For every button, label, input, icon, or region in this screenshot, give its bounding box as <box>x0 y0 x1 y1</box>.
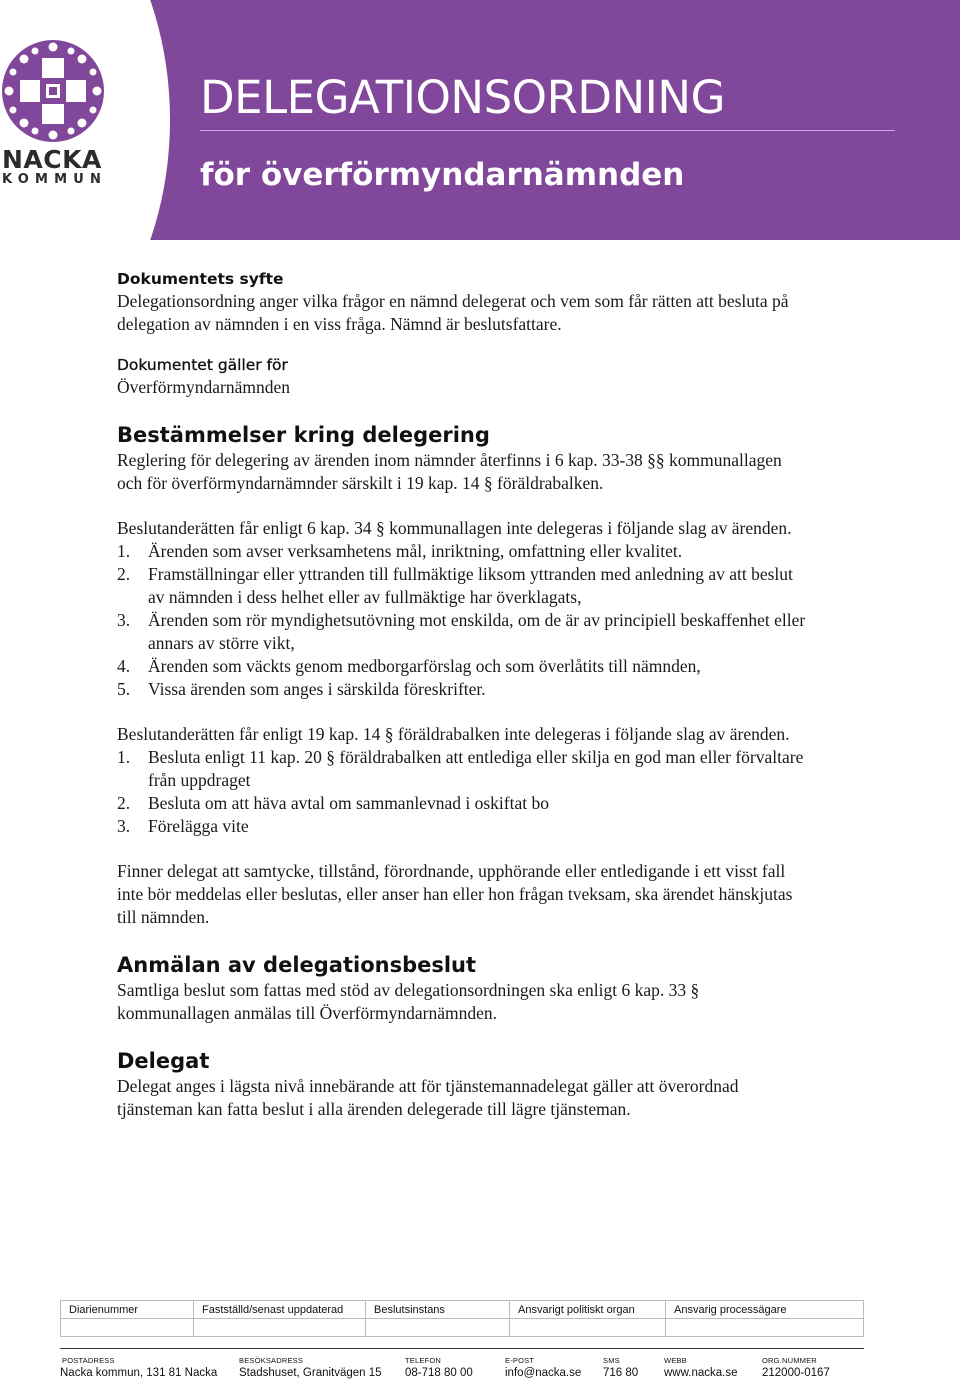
address-orgnummer-label: ORG.NUMMER <box>762 1356 817 1365</box>
fb-list <box>117 746 807 838</box>
kl-intro: Beslutanderätten får enligt 6 kap. 34 § kommunallagen inte delegeras i följande slag av ärenden. <box>117 518 792 538</box>
kl-list <box>117 540 807 701</box>
finner-text: Finner delegat att samtycke, tillstånd, förordnande, upphörande eller entledigande i ett visst fall inte bör meddelas eller beslutas, eller anser han eller hon frågan tveksam, ska ärendet hänskjutas till nämnden. <box>117 861 793 927</box>
syfte-text: Delegationsordning anger vilka frågor en nämnd delegerat och vem som får rätten att besluta på delegation av nämnden i en viss fråga. Nämnd är beslutsfattare. <box>117 291 789 334</box>
meta-header-beslutsinstans: Beslutsinstans <box>366 1301 510 1319</box>
address-besoksadress: Stadshuset, Granitvägen 15 <box>239 1367 382 1379</box>
table-row <box>61 1319 864 1337</box>
title-divider <box>200 130 895 131</box>
address-telefon: 08-718 80 00 <box>405 1367 473 1379</box>
meta-value-politiskt-organ <box>510 1319 666 1337</box>
bestammelser-heading: Bestämmelser kring delegering <box>117 423 490 447</box>
galler-label: Dokumentet gäller för <box>117 356 288 374</box>
meta-header-faststalld: Fastställd/senast uppdaterad <box>194 1301 366 1319</box>
address-webb-label: WEBB <box>664 1356 687 1365</box>
meta-header-diarienummer: Diarienummer <box>61 1301 194 1319</box>
fb-intro: Beslutanderätten får enligt 19 kap. 14 § föräldrabalken inte delegeras i följande slag av ärenden. <box>117 724 790 744</box>
meta-value-diarienummer <box>61 1319 194 1337</box>
address-epost-label: E-POST <box>505 1356 535 1365</box>
delegat-text: Delegat anges i lägsta nivå innebärande att för tjänstemannadelegat gäller att överordnad tjänsteman kan fatta beslut i alla ärenden delegerade till lägre tjänsteman. <box>117 1076 739 1119</box>
anmalan-text: Samtliga beslut som fattas med stöd av delegationsordningen ska enligt 6 kap. 33 § kommunallagen anmälas till Överförmyndarnämnden. <box>117 980 700 1023</box>
anmalan-heading: Anmälan av delegationsbeslut <box>117 953 477 977</box>
list-item: 2. Besluta om att häva avtal om sammanlevnad i oskiftat bo <box>117 793 549 813</box>
meta-value-processagare <box>666 1319 864 1337</box>
document-body <box>117 268 807 1121</box>
logo-line1: NACKA <box>2 145 102 174</box>
galler-text: Överförmyndarnämnden <box>117 377 290 397</box>
meta-header-politiskt-organ: Ansvarigt politiskt organ <box>510 1301 666 1319</box>
meta-header-processagare: Ansvarig processägare <box>666 1301 864 1319</box>
address-postadress: Nacka kommun, 131 81 Nacka <box>60 1367 218 1379</box>
address-besoksadress-label: BESÖKSADRESS <box>239 1356 304 1365</box>
list-item: 3. Ärenden som rör myndighetsutövning mot enskilda, om de är av principiell beskaffenhet eller annars av större vikt, <box>117 610 806 653</box>
meta-value-beslutsinstans <box>366 1319 510 1337</box>
address-webb: www.nacka.se <box>664 1367 738 1379</box>
list-item: 4. Ärenden som väckts genom medborgarförslag och som överlåtits till nämnden, <box>117 656 701 676</box>
list-item: 1. Besluta enligt 11 kap. 20 § föräldrabalken att entlediga eller skilja en god man eller förvaltare från uppdraget <box>117 747 804 790</box>
table-row <box>61 1301 864 1319</box>
list-item: 1. Ärenden som avser verksamhetens mål, inriktning, omfattning eller kvalitet. <box>117 541 683 561</box>
list-item: 3. Förelägga vite <box>117 816 249 836</box>
footer-divider <box>60 1348 864 1349</box>
address-epost: info@nacka.se <box>505 1367 582 1379</box>
logo-line2: KOMMUN <box>2 172 108 187</box>
logo-wordmark <box>2 145 112 188</box>
syfte-label: Dokumentets syfte <box>117 270 284 288</box>
address-orgnummer: 212000-0167 <box>762 1367 830 1379</box>
address-postadress-label: POSTADRESS <box>62 1356 115 1365</box>
bestammelser-intro: Reglering för delegering av ärenden inom nämnder återfinns i 6 kap. 33-38 §§ kommunallagen och för överförmyndarnämnder särskilt i 19 kap. 14 § föräldrabalken. <box>117 450 782 493</box>
document-meta-table <box>60 1300 864 1337</box>
delegat-heading: Delegat <box>117 1049 210 1073</box>
address-sms: 716 80 <box>603 1367 639 1379</box>
meta-value-faststalld <box>194 1319 366 1337</box>
header-band <box>0 0 960 240</box>
list-item: 2. Framställningar eller yttranden till fullmäktige liksom yttranden med anledning av att beslut av nämnden i dess helhet eller av fullmäktige har överklagats, <box>117 564 793 607</box>
address-sms-label: SMS <box>603 1356 620 1365</box>
list-item: 5. Vissa ärenden som anges i särskilda föreskrifter. <box>117 679 486 699</box>
document-title: DELEGATIONSORDNING <box>200 71 725 124</box>
address-telefon-label: TELEFON <box>405 1356 441 1365</box>
document-subtitle: för överförmyndarnämnden <box>200 157 685 193</box>
